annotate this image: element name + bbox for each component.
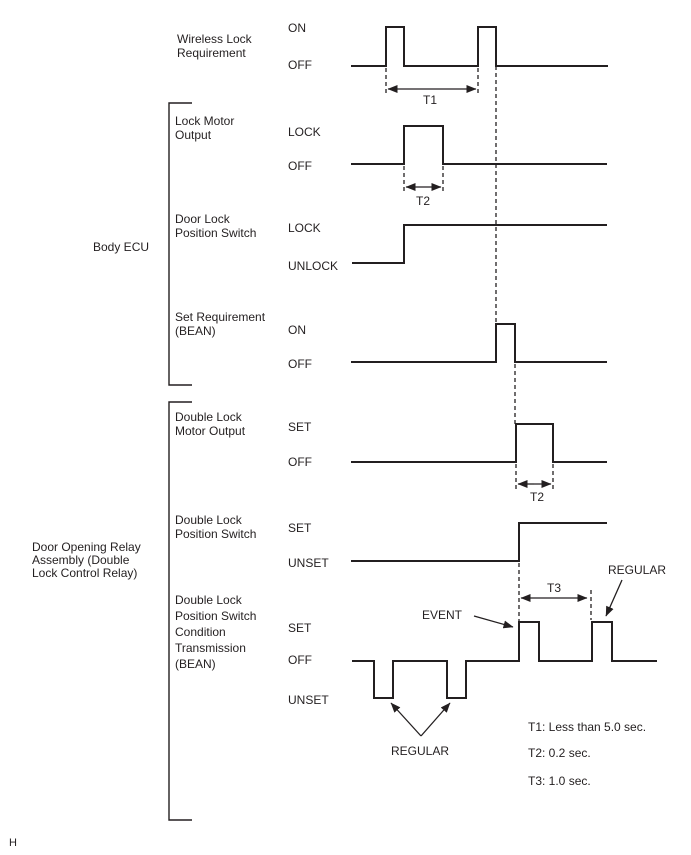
event-label: EVENT <box>422 608 463 622</box>
signal-label-wireless-lock-requirement <box>177 32 252 60</box>
double-lock-position-switch-trace <box>351 523 607 561</box>
level-label-off: OFF <box>288 58 312 72</box>
t3-label: T3 <box>546 581 562 595</box>
signal-label-line: Requirement <box>177 46 246 60</box>
level-label-on: ON <box>288 21 306 35</box>
t2-label: T2 <box>415 194 431 208</box>
signal-label-line: Wireless Lock <box>177 32 252 46</box>
legend-t3: T3: 1.0 sec. <box>528 774 591 788</box>
signal-label-line: Lock Motor <box>175 114 235 128</box>
t2-label: T2 <box>529 490 545 504</box>
regular-label-top: REGULAR <box>608 563 667 577</box>
signal-label-line: Transmission <box>175 641 246 655</box>
level-label-lock: LOCK <box>288 221 321 235</box>
signal-label-dlps-condition-transmission <box>175 592 256 672</box>
event-pointer-arrow <box>474 616 513 627</box>
signal-label-door-lock-position-switch <box>175 212 256 240</box>
group-label-body-ecu: Body ECU <box>93 240 150 254</box>
level-label-set: SET <box>288 621 312 635</box>
dlps-condition-transmission-trace <box>352 622 657 698</box>
signal-label-lock-motor-output <box>175 114 234 142</box>
signal-label-line: (BEAN) <box>175 324 216 338</box>
lock-motor-output-trace <box>351 126 607 164</box>
legend-t1: T1: Less than 5.0 sec. <box>528 720 647 734</box>
group-label-door-opening-relay-line3: Lock Control Relay) <box>32 566 138 580</box>
wireless-lock-requirement-trace <box>351 27 608 66</box>
signal-label-line: Double Lock <box>175 410 242 424</box>
body-ecu-bracket <box>169 103 192 385</box>
regular-label-bottom: REGULAR <box>390 744 450 758</box>
level-label-set: SET <box>288 521 312 535</box>
t1-label: T1 <box>422 93 438 107</box>
group-label-door-opening-relay-line2: Assembly (Double <box>32 553 130 567</box>
level-label-unlock: UNLOCK <box>288 259 339 273</box>
signal-label-line: Door Lock <box>175 212 230 226</box>
signal-label-double-lock-motor-output <box>175 410 245 438</box>
signal-label-line: Condition <box>175 625 226 639</box>
level-label-off: OFF <box>288 357 312 371</box>
legend-t2: T2: 0.2 sec. <box>528 746 591 760</box>
regular-top-pointer-arrow <box>606 580 622 616</box>
signal-label-line: Double Lock <box>175 513 242 527</box>
level-label-off: OFF <box>288 653 312 667</box>
level-label-off: OFF <box>288 159 312 173</box>
set-requirement-bean-trace <box>351 324 607 362</box>
signal-label-set-requirement-bean <box>175 310 265 338</box>
signal-label-line: Set Requirement <box>175 310 266 324</box>
signal-label-line: Position Switch <box>175 527 257 541</box>
signal-label-line: Motor Output <box>175 424 246 438</box>
door-lock-position-switch-trace <box>352 225 607 263</box>
level-label-off: OFF <box>288 455 312 469</box>
level-label-set: SET <box>288 420 312 434</box>
level-label-lock: LOCK <box>288 125 321 139</box>
signal-label-double-lock-position-switch <box>175 513 256 541</box>
regular-bottom-left-pointer-arrow <box>391 703 421 736</box>
group-label-door-opening-relay <box>32 541 141 580</box>
signal-label-line: Double Lock <box>175 593 242 607</box>
signal-label-line: (BEAN) <box>175 657 216 671</box>
page-footer-mark: H <box>9 837 17 849</box>
double-lock-motor-output-trace <box>351 424 607 462</box>
group-label-door-opening-relay-line1: Door Opening Relay <box>32 540 141 554</box>
level-label-unset: UNSET <box>288 693 329 707</box>
signal-label-line: Position Switch <box>175 226 257 240</box>
regular-bottom-right-pointer-arrow <box>421 703 450 736</box>
signal-label-line: Output <box>175 128 212 142</box>
signal-label-line: Position Switch <box>175 609 257 623</box>
level-label-on: ON <box>288 323 306 337</box>
level-label-unset: UNSET <box>288 556 329 570</box>
